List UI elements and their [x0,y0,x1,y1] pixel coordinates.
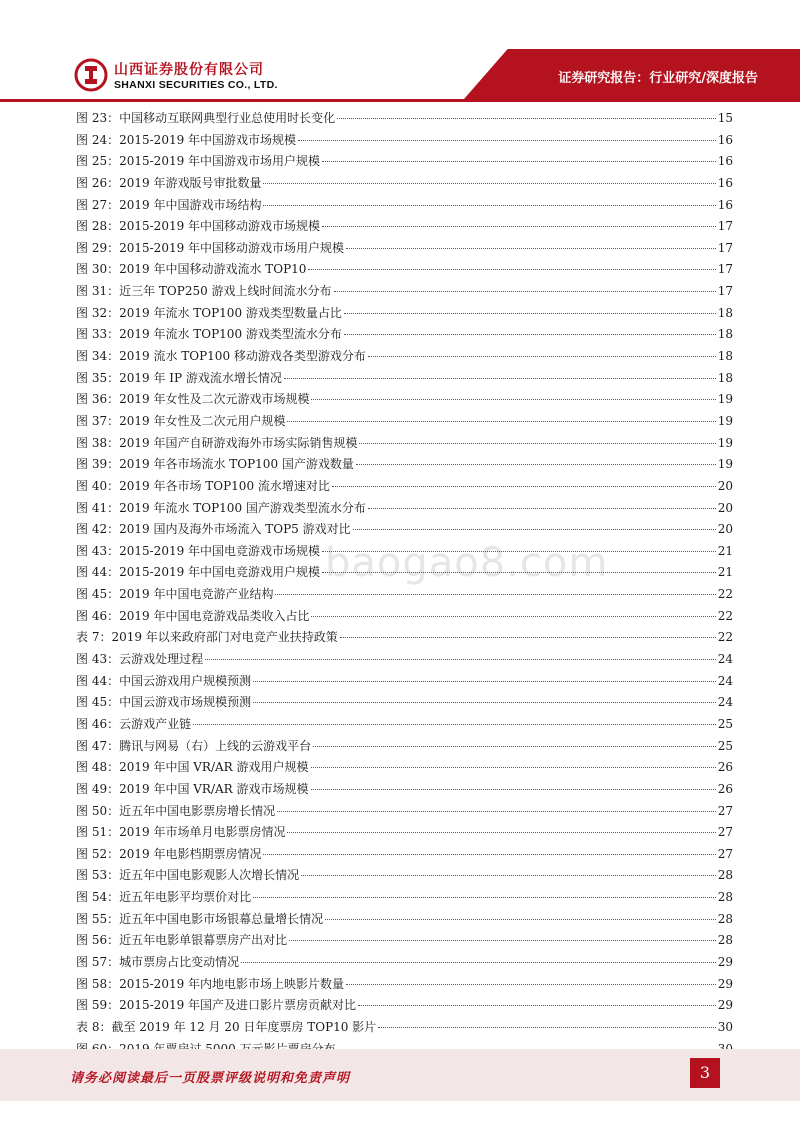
toc-leader-dots [346,248,716,249]
toc-entry-label: 图 30：2019 年中国移动游戏流水 TOP10 [76,262,307,277]
toc-entry-label: 图 47：腾讯与网易（右）上线的云游戏平台 [76,738,312,753]
toc-entry-label: 图 53：近五年中国电影观影人次增长情况 [76,868,300,883]
toc-entry[interactable] [76,389,733,411]
toc-entry-page: 28 [717,868,733,883]
toc-leader-dots [301,875,716,876]
toc-leader-dots [289,940,716,941]
toc-entry-label: 图 38：2019 年国产自研游戏海外市场实际销售规模 [76,435,358,450]
report-type-label: 证券研究报告：行业研究/深度报告 [558,71,758,86]
toc-entry[interactable] [76,606,733,628]
toc-entry-label: 图 33：2019 年流水 TOP100 游戏类型流水分布 [76,327,342,342]
toc-entry-label: 图 41：2019 年流水 TOP100 国产游戏类型流水分布 [76,500,366,515]
toc-leader-dots [253,702,716,703]
toc-leader-dots [358,1005,716,1006]
toc-entry-page: 25 [717,738,733,753]
toc-entry[interactable] [76,368,733,390]
toc-entry[interactable] [76,476,733,498]
toc-entry[interactable] [76,692,733,714]
toc-entry[interactable] [76,130,733,152]
toc-entry-page: 20 [717,500,733,515]
toc-entry-page: 16 [717,132,733,147]
toc-entry-label: 图 32：2019 年流水 TOP100 游戏类型数量占比 [76,305,342,320]
toc-entry-label: 图 45：中国云游戏市场规模预测 [76,695,252,710]
toc-entry-page: 17 [717,284,733,299]
toc-entry[interactable] [76,151,733,173]
toc-entry[interactable] [76,216,733,238]
toc-entry[interactable] [76,498,733,520]
toc-entry[interactable] [76,346,733,368]
toc-entry-page: 19 [717,392,733,407]
toc-leader-dots [344,334,716,335]
toc-entry[interactable] [76,281,733,303]
toc-entry[interactable] [76,411,733,433]
toc-entry-label: 图 55：近五年中国电影市场银幕总量增长情况 [76,911,324,926]
page-number: 3 [690,1058,720,1088]
toc-entry[interactable] [76,454,733,476]
toc-entry-label: 图 46：云游戏产业链 [76,716,192,731]
toc-entry[interactable] [76,433,733,455]
toc-entry[interactable] [76,1017,733,1039]
toc-entry[interactable] [76,822,733,844]
company-name-en: SHANXI SECURITIES CO., LTD. [114,79,278,91]
toc-entry[interactable] [76,995,733,1017]
toc-entry-page: 24 [717,673,733,688]
toc-entry-page: 19 [717,413,733,428]
toc-entry-page: 17 [717,240,733,255]
table-of-figures [76,108,733,1060]
toc-entry-page: 18 [717,370,733,385]
toc-entry-label: 图 59：2015-2019 年国产及进口影片票房贡献对比 [76,998,357,1013]
toc-entry-label: 图 29：2015-2019 年中国移动游戏市场用户规模 [76,240,345,255]
toc-entry-page: 29 [717,954,733,969]
toc-entry-label: 图 57：城市票房占比变动情况 [76,954,240,969]
toc-entry[interactable] [76,865,733,887]
toc-leader-dots [263,183,715,184]
toc-leader-dots [368,356,716,357]
toc-entry-label: 表 8：截至 2019 年 12 月 20 日年度票房 TOP10 影片 [76,1019,377,1034]
toc-entry-page: 18 [717,327,733,342]
toc-entry-label: 图 50：近五年中国电影票房增长情况 [76,803,276,818]
toc-entry[interactable] [76,195,733,217]
toc-leader-dots [287,421,715,422]
toc-entry-label: 图 44：2015-2019 年中国电竞游戏用户规模 [76,565,321,580]
toc-entry-label: 图 26：2019 年游戏版号审批数量 [76,175,262,190]
toc-entry-label: 图 27：2019 年中国游戏市场结构 [76,197,262,212]
toc-entry[interactable] [76,757,733,779]
toc-leader-dots [359,443,715,444]
toc-leader-dots [311,616,715,617]
toc-entry-page: 15 [717,111,733,125]
toc-entry-page: 18 [717,305,733,320]
toc-entry-page: 16 [717,175,733,190]
toc-leader-dots [344,313,716,314]
toc-leader-dots [356,464,716,465]
toc-leader-dots [193,724,716,725]
toc-leader-dots [334,291,716,292]
toc-entry[interactable] [76,801,733,823]
toc-leader-dots [353,529,716,530]
toc-leader-dots [322,572,716,573]
toc-leader-dots [263,854,715,855]
toc-entry-page: 28 [717,911,733,926]
toc-entry-label: 图 43：2015-2019 年中国电竞游戏市场规模 [76,543,321,558]
toc-entry[interactable] [76,952,733,974]
toc-entry[interactable] [76,909,733,931]
toc-entry[interactable] [76,887,733,909]
toc-entry[interactable] [76,173,733,195]
toc-entry[interactable] [76,779,733,801]
toc-entry-label: 图 44：中国云游戏用户规模预测 [76,673,252,688]
toc-leader-dots [311,399,715,400]
header-divider [0,99,800,102]
toc-entry-label: 图 48：2019 年中国 VR/AR 游戏用户规模 [76,760,309,775]
toc-leader-dots [313,746,716,747]
toc-entry[interactable] [76,844,733,866]
toc-entry-page: 22 [717,630,733,645]
company-name-cn: 山西证券股份有限公司 [114,62,264,78]
toc-entry-page: 27 [717,825,733,840]
toc-entry-page: 29 [717,998,733,1013]
toc-entry-label: 图 43：云游戏处理过程 [76,652,204,667]
toc-entry-page: 19 [717,435,733,450]
toc-entry-page: 19 [717,457,733,472]
toc-entry-page: 17 [717,219,733,234]
toc-entry-page: 27 [717,803,733,818]
toc-entry-page: 29 [717,976,733,991]
page-header [0,0,800,106]
toc-entry[interactable] [76,736,733,758]
toc-entry-label: 图 31：近三年 TOP250 游戏上线时间流水分布 [76,284,332,299]
toc-entry-label: 图 45：2019 年中国电竞游产业结构 [76,587,274,602]
toc-entry-page: 28 [717,890,733,905]
toc-entry-label: 图 58：2015-2019 年内地电影市场上映影片数量 [76,976,345,991]
toc-entry[interactable] [76,714,733,736]
toc-entry-label: 图 49：2019 年中国 VR/AR 游戏市场规模 [76,781,309,796]
toc-entry-label: 图 39：2019 年各市场流水 TOP100 国产游戏数量 [76,457,354,472]
toc-entry-label: 表 7：2019 年以来政府部门对电竞产业扶持政策 [76,630,338,645]
toc-entry-label: 图 23：中国移动互联网典型行业总使用时长变化 [76,111,336,125]
toc-leader-dots [241,962,716,963]
toc-entry-page: 18 [717,349,733,364]
toc-entry-label: 图 34：2019 流水 TOP100 移动游戏各类型游戏分布 [76,349,366,364]
toc-leader-dots [263,205,715,206]
toc-entry[interactable] [76,671,733,693]
toc-entry[interactable] [76,627,733,649]
toc-entry[interactable] [76,324,733,346]
toc-leader-dots [325,919,716,920]
toc-entry-label: 图 37：2019 年女性及二次元用户规模 [76,413,286,428]
footer-disclaimer: 请务必阅读最后一页股票评级说明和免责声明 [70,1071,351,1086]
toc-entry-label: 图 24：2015-2019 年中国游戏市场规模 [76,132,297,147]
toc-entry-label: 图 25：2015-2019 年中国游戏市场用户规模 [76,154,321,169]
toc-entry-label: 图 54：近五年电影平均票价对比 [76,890,252,905]
toc-entry-page: 30 [717,1019,733,1034]
toc-entry-label: 图 46：2019 年中国电竞游戏品类收入占比 [76,608,310,623]
toc-entry-label: 图 28：2015-2019 年中国移动游戏市场规模 [76,219,321,234]
toc-leader-dots [311,789,716,790]
toc-leader-dots [368,508,716,509]
toc-entry-page: 22 [717,587,733,602]
toc-entry-page: 26 [717,781,733,796]
toc-entry-label: 图 40：2019 年各市场 TOP100 流水增速对比 [76,478,330,493]
toc-entry-label: 图 51：2019 年市场单月电影票房情况 [76,825,286,840]
toc-leader-dots [346,984,716,985]
toc-entry[interactable] [76,238,733,260]
toc-leader-dots [322,161,716,162]
toc-entry-page: 25 [717,716,733,731]
toc-entry[interactable] [76,649,733,671]
toc-entry-page: 24 [717,652,733,667]
toc-entry-label: 图 56：近五年电影单银幕票房产出对比 [76,933,288,948]
toc-leader-dots [378,1027,715,1028]
toc-entry-page: 17 [717,262,733,277]
toc-entry[interactable] [76,930,733,952]
toc-leader-dots [337,118,716,119]
toc-entry-page: 16 [717,154,733,169]
watermark: baogao8.com [325,540,609,586]
toc-entry[interactable] [76,541,733,563]
toc-entry-label: 图 52：2019 年电影档期票房情况 [76,846,262,861]
toc-entry-label: 图 36：2019 年女性及二次元游戏市场规模 [76,392,310,407]
toc-leader-dots [322,226,716,227]
toc-entry-page: 21 [717,565,733,580]
toc-entry[interactable] [76,562,733,584]
toc-leader-dots [298,140,716,141]
toc-leader-dots [322,551,716,552]
toc-leader-dots [308,269,715,270]
toc-entry[interactable] [76,108,733,130]
toc-leader-dots [340,637,716,638]
toc-entry-page: 16 [717,197,733,212]
toc-leader-dots [253,681,716,682]
toc-leader-dots [287,832,715,833]
toc-leader-dots [275,594,715,595]
toc-entry-page: 20 [717,522,733,537]
toc-entry-page: 28 [717,933,733,948]
toc-leader-dots [311,767,716,768]
toc-entry-page: 26 [717,760,733,775]
toc-leader-dots [253,897,716,898]
company-logo-icon [74,58,108,92]
toc-entry-page: 22 [717,608,733,623]
toc-entry[interactable] [76,584,733,606]
toc-entry[interactable] [76,303,733,325]
toc-entry-page: 24 [717,695,733,710]
toc-entry-label: 图 35：2019 年 IP 游戏流水增长情况 [76,370,282,385]
toc-leader-dots [205,659,716,660]
toc-entry-label: 图 42：2019 国内及海外市场流入 TOP5 游戏对比 [76,522,351,537]
toc-entry-page: 27 [717,846,733,861]
toc-leader-dots [277,811,716,812]
toc-entry-page: 21 [717,543,733,558]
toc-leader-dots [284,378,716,379]
toc-entry[interactable] [76,259,733,281]
toc-entry-page: 20 [717,478,733,493]
toc-leader-dots [332,486,716,487]
toc-entry[interactable] [76,974,733,996]
toc-entry[interactable] [76,519,733,541]
